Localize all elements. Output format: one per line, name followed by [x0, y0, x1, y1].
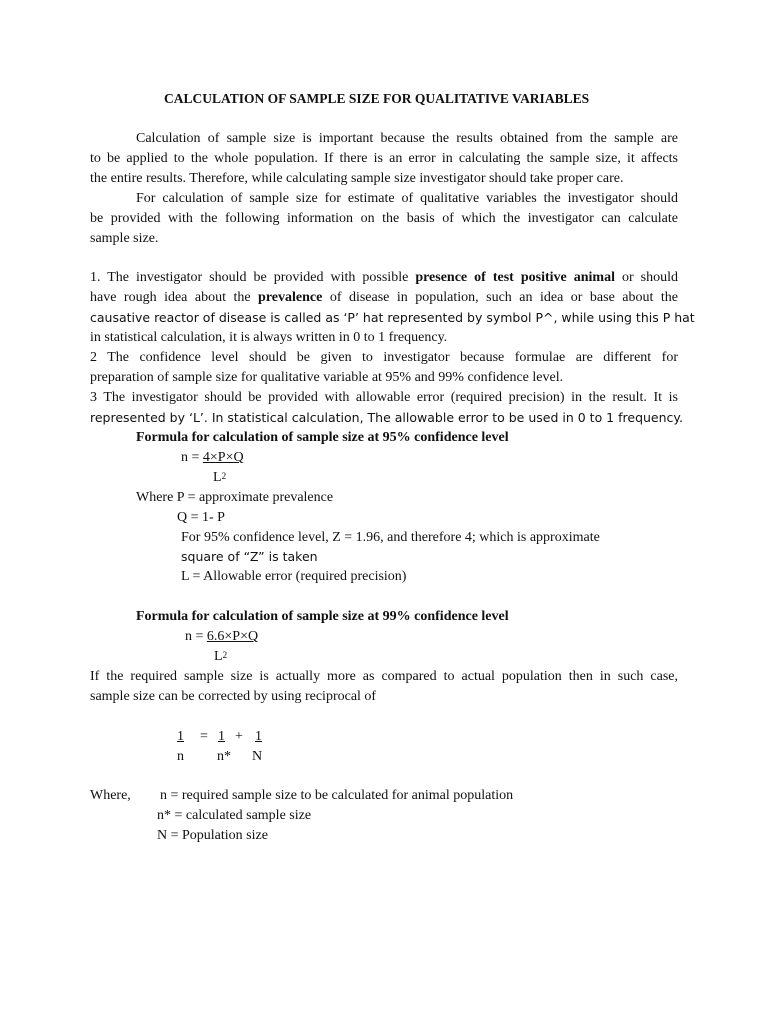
- page-title: CALCULATION OF SAMPLE SIZE FOR QUALITATIVE VARIABLES: [164, 91, 590, 106]
- definition-q: Q = 1- P: [177, 510, 225, 525]
- point-2-line: preparation of sample size for qualitative variable at 95% and 99% confidence level.: [90, 370, 564, 385]
- point-1-line: have rough idea about the prevalence of disease in population, such an idea or base about the: [90, 290, 678, 305]
- where-label: Where,: [90, 788, 131, 803]
- formula-99-equation: n = 6.6×P×Q: [185, 629, 259, 644]
- formula-99-heading: Formula for calculation of sample size at 99% confidence level: [136, 609, 509, 624]
- definition-n: n = required sample size to be calculated for animal population: [160, 788, 514, 803]
- formula-95-heading: Formula for calculation of sample size at 95% confidence level: [136, 430, 509, 445]
- reciprocal-equals: =: [200, 729, 208, 744]
- intro-line: sample size.: [90, 231, 159, 246]
- z-note: For 95% confidence level, Z = 1.96, and therefore 4; which is approximate: [181, 530, 600, 545]
- intro-line: be provided with the following information on the basis of which the investigator can calculate: [90, 211, 678, 226]
- reciprocal-numerator-mid: 1: [218, 729, 225, 744]
- point-3-line: 3 The investigator should be provided with allowable error (required precision) in the result. It is: [90, 390, 678, 405]
- intro-line: For calculation of sample size for estimate of qualitative variables the investigator should: [136, 191, 678, 206]
- z-note: square of “Z” is taken: [181, 549, 318, 564]
- definition-n-star: n* = calculated sample size: [157, 808, 312, 823]
- definition-population: N = Population size: [157, 828, 268, 843]
- point-2-line: 2 The confidence level should be given to investigator because formulae are different for: [90, 350, 678, 365]
- reciprocal-denominator-right: N: [252, 749, 263, 764]
- formula-95-denominator: $L^2$: [213, 470, 227, 485]
- correction-line: sample size can be corrected by using reciprocal of: [90, 689, 377, 704]
- point-1-line: in statistical calculation, it is always written in 0 to 1 frequency.: [90, 330, 448, 345]
- reciprocal-numerator-right: 1: [255, 729, 262, 744]
- definition-l: L = Allowable error (required precision): [181, 569, 407, 584]
- reciprocal-denominator-left: n: [177, 749, 184, 764]
- reciprocal-numerator-left: 1: [177, 729, 184, 744]
- correction-line: If the required sample size is actually more as compared to actual population then in such case,: [90, 669, 678, 684]
- reciprocal-denominator-mid: n*: [217, 749, 231, 764]
- intro-line: to be applied to the whole population. If there is an error in calculating the sample size, it affects: [90, 151, 678, 166]
- point-3-line: represented by ‘L’. In statistical calculation, The allowable error to be used in 0 to 1 frequency.: [90, 410, 683, 425]
- formula-95-equation: n = 4×P×Q: [181, 450, 244, 465]
- definition-p: Where P = approximate prevalence: [136, 490, 334, 505]
- formula-99-numerator: 6.6×P×Q: [206, 629, 259, 644]
- reciprocal-plus: +: [235, 729, 243, 744]
- point-1-line: 1. The investigator should be provided with possible presence of test positive animal or should: [90, 270, 678, 285]
- intro-line: the entire results. Therefore, while calculating sample size investigator should take proper care.: [90, 171, 624, 186]
- formula-95-numerator: 4×P×Q: [202, 450, 244, 465]
- point-1-line: causative reactor of disease is called as ‘P’ hat represented by symbol P^, while using this P hat: [90, 310, 695, 325]
- intro-line: Calculation of sample size is important because the results obtained from the sample are: [136, 131, 678, 146]
- formula-99-denominator: $L^2$: [214, 649, 228, 664]
